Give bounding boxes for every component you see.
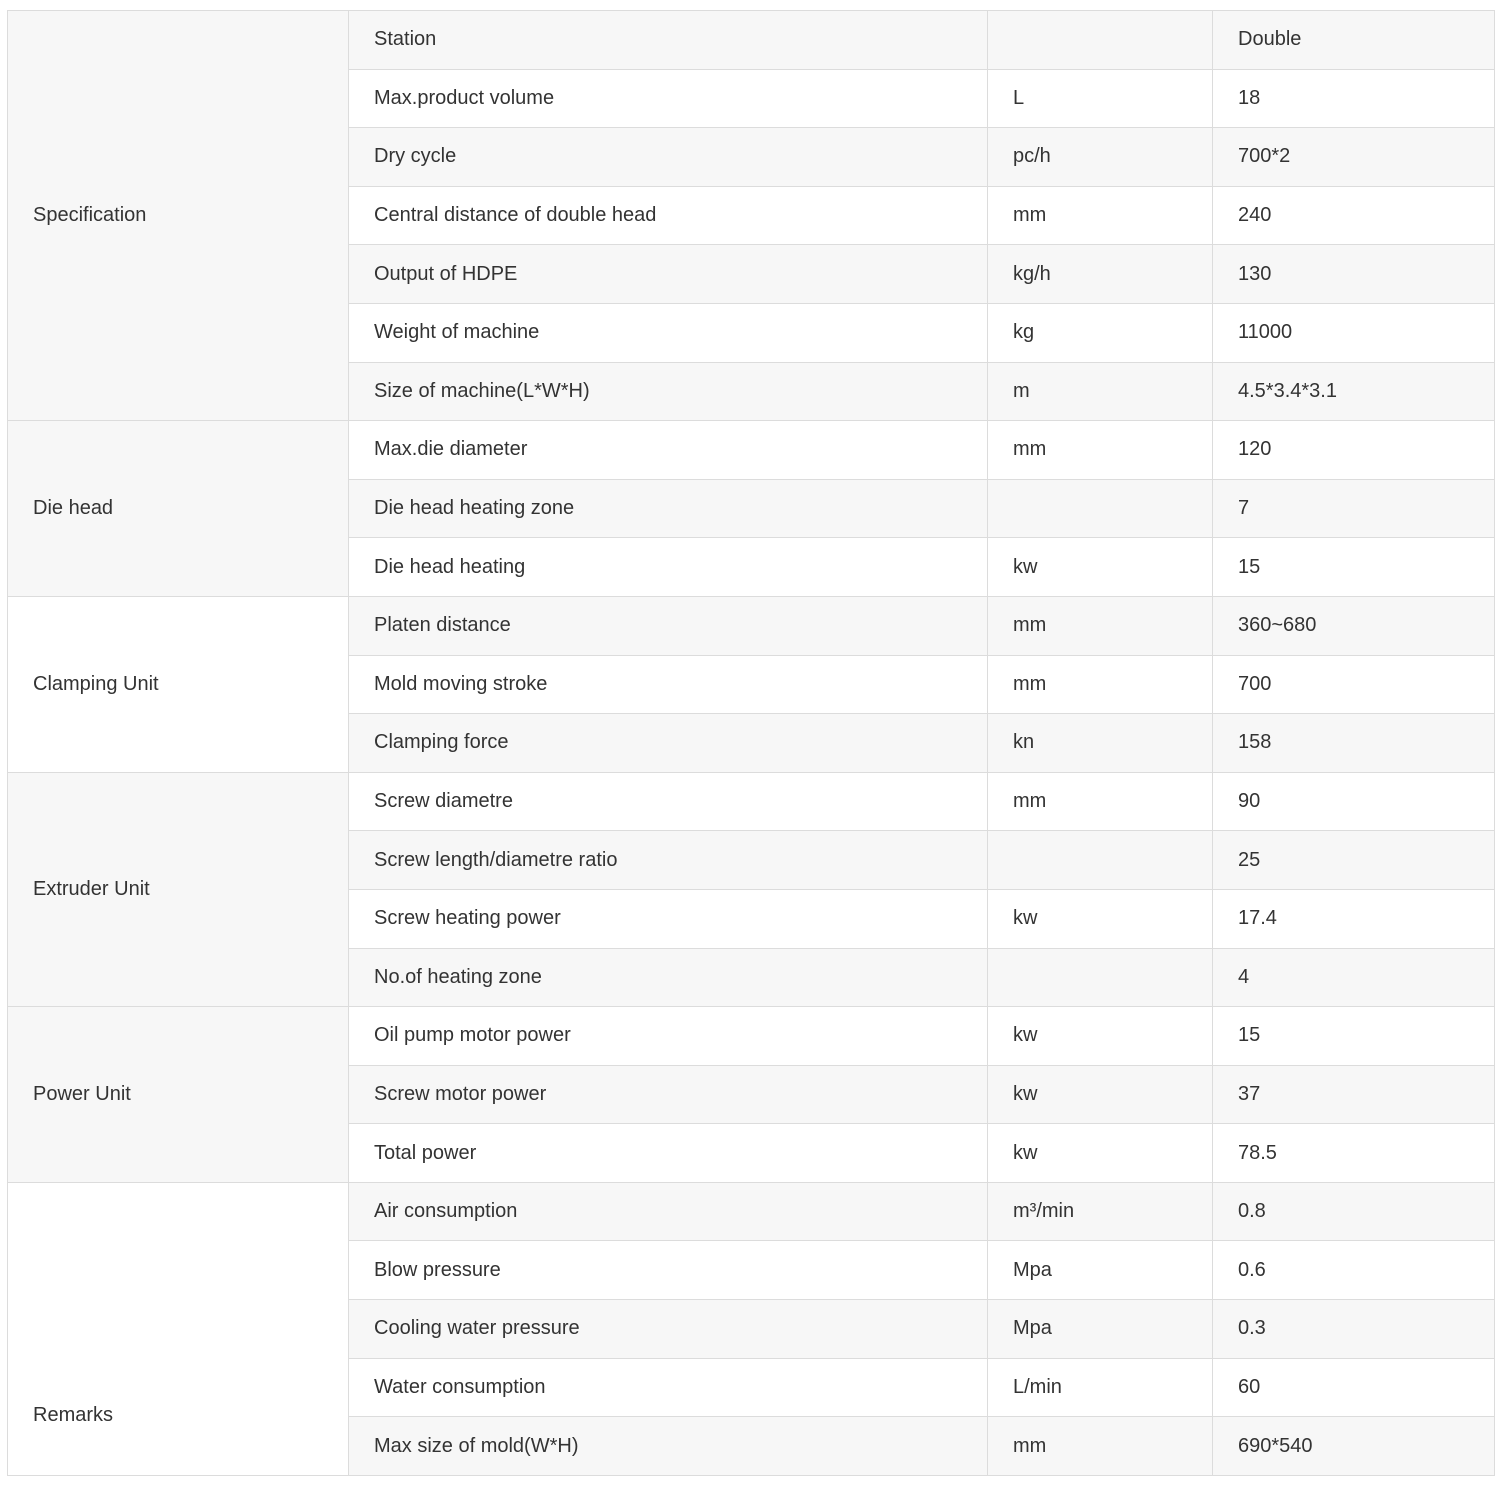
group-label: Remarks [8, 1182, 349, 1475]
table-row [8, 596, 1495, 655]
value-cell: 0.6 [1213, 1241, 1495, 1300]
unit-cell: mm [988, 596, 1213, 655]
parameter-cell: Die head heating [349, 538, 988, 597]
value-cell: 60 [1213, 1358, 1495, 1417]
unit-cell: L [988, 69, 1213, 128]
table-row [8, 1007, 1495, 1066]
group-label: Specification [8, 11, 349, 421]
unit-cell [988, 948, 1213, 1007]
unit-cell [988, 11, 1213, 70]
unit-cell: kw [988, 1007, 1213, 1066]
value-cell: 7 [1213, 479, 1495, 538]
parameter-cell: Screw motor power [349, 1065, 988, 1124]
parameter-cell: Water consumption [349, 1358, 988, 1417]
value-cell: 37 [1213, 1065, 1495, 1124]
unit-cell: kn [988, 714, 1213, 773]
value-cell: 120 [1213, 421, 1495, 480]
value-cell: 360~680 [1213, 596, 1495, 655]
value-cell: 15 [1213, 1007, 1495, 1066]
parameter-cell: Screw diametre [349, 772, 988, 831]
value-cell: 78.5 [1213, 1124, 1495, 1183]
parameter-cell: Max.die diameter [349, 421, 988, 480]
value-cell: 4 [1213, 948, 1495, 1007]
unit-cell: pc/h [988, 128, 1213, 187]
value-cell: 18 [1213, 69, 1495, 128]
group-label: Extruder Unit [8, 772, 349, 1006]
value-cell: 130 [1213, 245, 1495, 304]
spec-table-body [8, 11, 1495, 1476]
parameter-cell: Size of machine(L*W*H) [349, 362, 988, 421]
value-cell: 17.4 [1213, 889, 1495, 948]
parameter-cell: Platen distance [349, 596, 988, 655]
unit-cell: kw [988, 1065, 1213, 1124]
value-cell: 25 [1213, 831, 1495, 890]
unit-cell: m [988, 362, 1213, 421]
parameter-cell: Oil pump motor power [349, 1007, 988, 1066]
table-row [8, 421, 1495, 480]
parameter-cell: No.of heating zone [349, 948, 988, 1007]
group-label: Die head [8, 421, 349, 597]
parameter-cell: Screw heating power [349, 889, 988, 948]
unit-cell: L/min [988, 1358, 1213, 1417]
group-label: Clamping Unit [8, 596, 349, 772]
unit-cell: kg/h [988, 245, 1213, 304]
parameter-cell: Cooling water pressure [349, 1300, 988, 1359]
parameter-cell: Output of HDPE [349, 245, 988, 304]
unit-cell: kw [988, 889, 1213, 948]
parameter-cell: Clamping force [349, 714, 988, 773]
value-cell: 0.8 [1213, 1182, 1495, 1241]
value-cell: 700*2 [1213, 128, 1495, 187]
value-cell: 15 [1213, 538, 1495, 597]
unit-cell: mm [988, 772, 1213, 831]
unit-cell: kw [988, 1124, 1213, 1183]
unit-cell [988, 479, 1213, 538]
unit-cell: kw [988, 538, 1213, 597]
value-cell: 4.5*3.4*3.1 [1213, 362, 1495, 421]
value-cell: 690*540 [1213, 1417, 1495, 1476]
value-cell: 240 [1213, 186, 1495, 245]
unit-cell: Mpa [988, 1241, 1213, 1300]
value-cell: 0.3 [1213, 1300, 1495, 1359]
table-row [8, 1182, 1495, 1241]
unit-cell: Mpa [988, 1300, 1213, 1359]
value-cell: Double [1213, 11, 1495, 70]
unit-cell: mm [988, 186, 1213, 245]
parameter-cell: Station [349, 11, 988, 70]
parameter-cell: Mold moving stroke [349, 655, 988, 714]
value-cell: 11000 [1213, 303, 1495, 362]
value-cell: 700 [1213, 655, 1495, 714]
parameter-cell: Max.product volume [349, 69, 988, 128]
parameter-cell: Max size of mold(W*H) [349, 1417, 988, 1476]
parameter-cell: Air consumption [349, 1182, 988, 1241]
group-label: Power Unit [8, 1007, 349, 1183]
parameter-cell: Weight of machine [349, 303, 988, 362]
parameter-cell: Dry cycle [349, 128, 988, 187]
table-row [8, 772, 1495, 831]
value-cell: 90 [1213, 772, 1495, 831]
unit-cell: m³/min [988, 1182, 1213, 1241]
unit-cell: kg [988, 303, 1213, 362]
unit-cell [988, 831, 1213, 890]
unit-cell: mm [988, 421, 1213, 480]
parameter-cell: Die head heating zone [349, 479, 988, 538]
parameter-cell: Screw length/diametre ratio [349, 831, 988, 890]
unit-cell: mm [988, 655, 1213, 714]
unit-cell: mm [988, 1417, 1213, 1476]
table-row [8, 11, 1495, 70]
parameter-cell: Total power [349, 1124, 988, 1183]
value-cell: 158 [1213, 714, 1495, 773]
spec-table [7, 10, 1495, 1476]
parameter-cell: Blow pressure [349, 1241, 988, 1300]
parameter-cell: Central distance of double head [349, 186, 988, 245]
